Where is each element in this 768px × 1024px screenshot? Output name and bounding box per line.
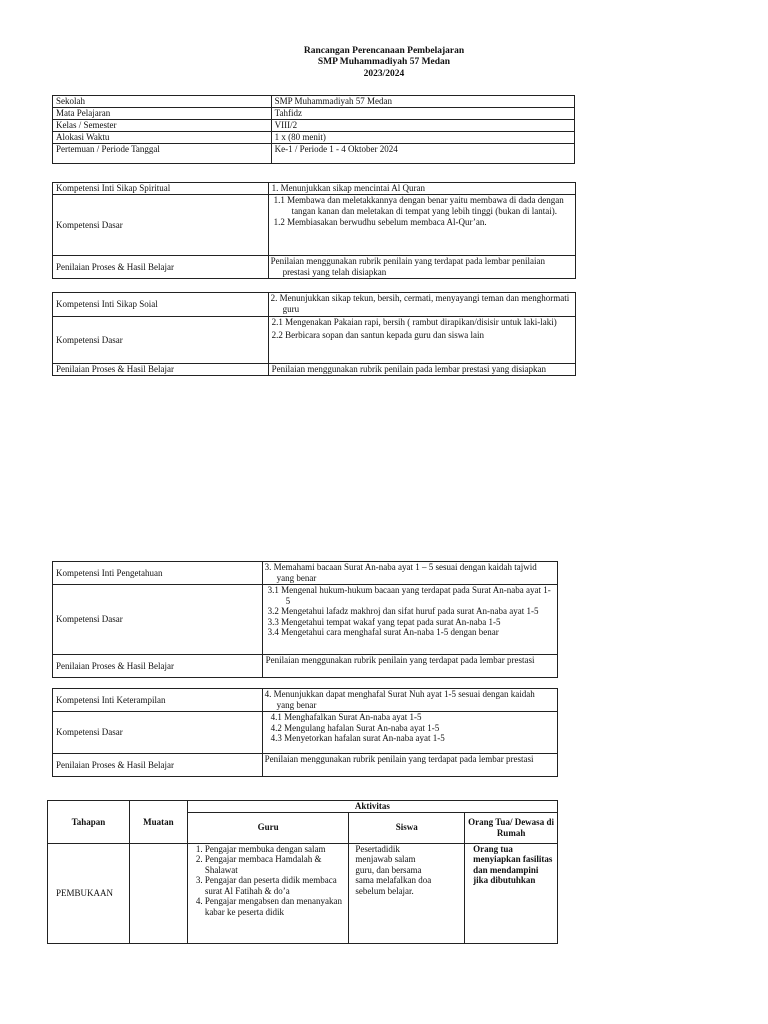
kd-item: 4.2 Mengulang hafalan Surat An-naba ayat 1-5 [270, 722, 440, 733]
school-name: SMP Muhammadiyah 57 Medan [317, 57, 451, 67]
info-row [53, 96, 575, 108]
table-row [48, 843, 558, 943]
kd-item: 4.1 Menghafalkan Surat An-naba ayat 1-5 [270, 712, 422, 722]
ki-value: 4. Menunjukkan dapat menghafal Surat Nuh ayat 1-5 sesuai dengan kaidah yang benar [262, 689, 557, 712]
info-row [53, 132, 575, 144]
kd-item: 1.1 Membawa dan meletakkannya dengan benar yaitu membawa di dada dengan tangan kanan dan meletakan di tempat yang lebih tinggi (bukan di lantai). [273, 195, 564, 216]
penilaian-value: Penilaian menggunakan rubrik penilain yang terdapat pada lembar prestasi [262, 655, 557, 678]
info-row [53, 144, 575, 164]
info-value: Ke-1 / Periode 1 - 4 Oktober 2024 [271, 144, 574, 164]
keterampilan-table [52, 688, 558, 777]
ki-label: Kompetensi Inti Keterampilan [53, 689, 263, 712]
info-value: 1 x (80 menit) [271, 132, 574, 144]
info-row [53, 120, 575, 132]
header-guru: Guru [187, 812, 349, 843]
kd-cell [262, 712, 557, 754]
header-muatan: Muatan [129, 801, 187, 844]
info-label: Sekolah [53, 96, 272, 108]
ortu-cell: Orang tua menyiapkan fasilitas dan mendampini jika dibutuhkan [465, 843, 558, 943]
academic-year: 2023/2024 [363, 69, 405, 79]
siswa-cell: Pesertadidik menjawab salam guru, dan bersama sama melafalkan doa sebelum belajar. [349, 843, 465, 943]
muatan-cell [129, 843, 187, 943]
kd-cell [268, 317, 575, 364]
kd-label: Kompetensi Dasar [53, 195, 269, 256]
kd-item: 2.1 Mengenakan Pakaian rapi, bersih ( rambut dirapikan/disisir untuk laki-laki) [271, 317, 557, 327]
pengetahuan-table [52, 561, 558, 678]
kd-item: 3.1 Mengenal hukum-hukum bacaan yang terdapat pada Surat An-naba ayat 1-5 [267, 585, 551, 606]
sosial-table [52, 292, 576, 376]
kd-label: Kompetensi Dasar [53, 317, 269, 364]
info-label: Kelas / Semester [53, 120, 272, 132]
kd-cell [262, 585, 557, 655]
header-siswa: Siswa [349, 812, 465, 843]
spiritual-table [52, 182, 576, 279]
kd-item: 3.3 Mengetahui tempat wakaf yang tepat pada surat An-naba 1-5 [267, 616, 501, 627]
ki-label: Kompetensi Inti Pengetahuan [53, 562, 263, 585]
header-ortu: Orang Tua/ Dewasa di Rumah [465, 812, 558, 843]
doc-title: Rancangan Perencanaan Pembelajaran [303, 46, 465, 56]
info-value: Tahfidz [271, 108, 574, 120]
list-item: 3. Pengajar dan peserta didik membaca surat Al Fatihah & do’a [205, 875, 346, 896]
kd-item: 1.2 Membiasakan berwudhu sebelum membaca Al-Qur’an. [273, 217, 487, 227]
info-label: Alokasi Waktu [53, 132, 272, 144]
ki-label: Kompetensi Inti Sikap Spiritual [53, 183, 269, 195]
ki-value: 1. Menunjukkan sikap mencintai Al Quran [268, 183, 575, 195]
kd-item: 3.2 Mengetahui lafadz makhroj dan sifat huruf pada surat An-naba ayat 1-5 [267, 606, 539, 616]
kd-label: Kompetensi Dasar [53, 712, 263, 754]
header-aktivitas: Aktivitas [187, 801, 557, 813]
info-table [52, 95, 575, 164]
penilaian-label: Penilaian Proses & Hasil Belajar [53, 754, 263, 777]
info-value: SMP Muhammadiyah 57 Medan [271, 96, 574, 108]
list-item: 4. Pengajar mengabsen dan menanyakan kabar ke peserta didik [205, 896, 346, 917]
info-label: Pertemuan / Periode Tanggal [53, 144, 272, 164]
info-label: Mata Pelajaran [53, 108, 272, 120]
ki-value: 3. Memahami bacaan Surat An-naba ayat 1 – 5 sesuai dengan kaidah tajwid yang benar [262, 562, 557, 585]
penilaian-label: Penilaian Proses & Hasil Belajar [53, 364, 269, 376]
kd-item: 4.3 Menyetorkan hafalan surat An-naba ayat 1-5 [270, 733, 445, 743]
guru-cell [187, 843, 349, 943]
penilaian-label: Penilaian Proses & Hasil Belajar [53, 256, 269, 279]
list-item: 2. Pengajar membaca Hamdalah & Shalawat [205, 854, 346, 875]
header-tahapan: Tahapan [48, 801, 130, 844]
activity-table [47, 800, 558, 944]
kd-item: 3.4 Mengetahui cara menghafal surat An-naba 1-5 dengan benar [267, 627, 499, 637]
penilaian-label: Penilaian Proses & Hasil Belajar [53, 655, 263, 678]
penilaian-value: Penilaian menggunakan rubrik penilain yang terdapat pada lembar prestasi [262, 754, 557, 777]
kd-cell [268, 195, 575, 256]
info-value: VIII/2 [271, 120, 574, 132]
ki-value: 2. Menunjukkan sikap tekun, bersih, cermati, menyayangi teman dan menghormati guru [268, 293, 575, 317]
list-item: 1. Pengajar membuka dengan salam [205, 844, 346, 855]
info-row [53, 108, 575, 120]
kd-item: 2.2 Berbicara sopan dan santun kepada guru dan siswa lain [271, 329, 485, 340]
tahapan-cell: PEMBUKAAN [48, 843, 130, 943]
kd-label: Kompetensi Dasar [53, 585, 263, 655]
penilaian-value: Penilaian menggunakan rubrik penilain pada lembar prestasi yang disiapkan [268, 364, 575, 376]
ki-label: Kompetensi Inti Sikap Soial [53, 293, 269, 317]
penilaian-value: Penilaian menggunakan rubrik penilain yang terdapat pada lembar penilaian prestasi yang telah disiapkan [268, 256, 575, 279]
